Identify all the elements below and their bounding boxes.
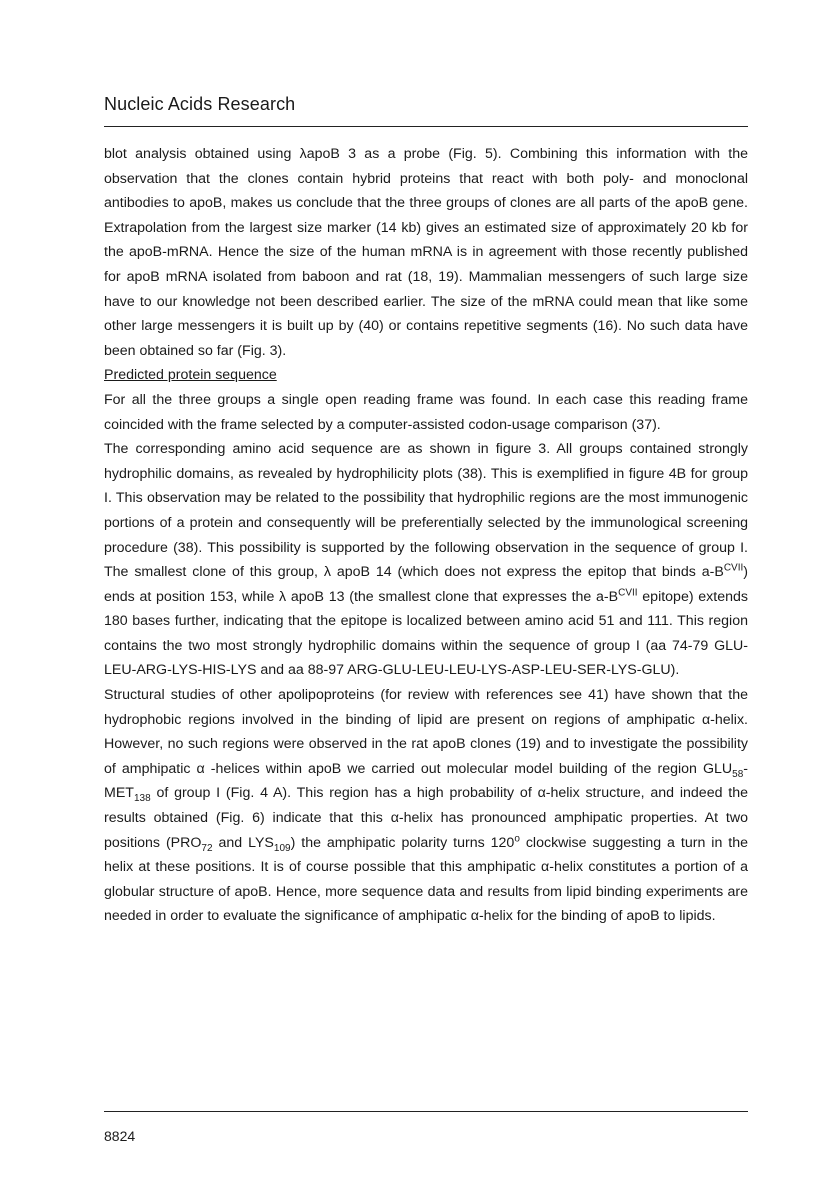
text-segment: ) ends at position 153, while λ apoB 13 (the smallest clone that expresses the a-B [104,564,748,605]
superscript: CVII [618,586,638,598]
paragraph-reading-frame: For all the three groups a single open reading frame was found. In each case this reading frame coincided with the frame selected by a computer-assisted codon-usage comparison (37). [104,391,748,433]
page-number: 8824 [104,1128,136,1144]
text-segment: of group I (Fig. 4 A). This region has a high probability of α-helix structure, and indeed the results obtained (Fig. 6) indicate that this α-helix has pronounced amphipatic properties. At two positions (PRO [104,785,748,851]
paragraph-amphipatic-helix [104,683,748,929]
section-heading: Predicted protein sequence [104,367,277,384]
text-segment: epitope) extends 180 bases further, indicating that the epitope is localized between amino acid 51 and 111. This region contains the two most strongly hydrophilic domains within the sequence of group I (aa 74-79 GLU-LEU-ARG-LYS-HIS-LYS and aa 88-97 ARG-GLU-LEU-LEU-LYS-ASP-LEU-SER-LYS-GLU). [104,588,748,679]
superscript: CVII [723,562,744,574]
subscript: 58 [732,768,744,780]
text-segment: ) the amphipatic polarity turns 120 [290,834,515,851]
subscript: 138 [133,793,151,805]
subscript: 109 [273,842,291,854]
header-rule [104,126,748,127]
subscript: 72 [201,842,213,854]
journal-title: Nucleic Acids Research [104,94,296,114]
superscript: o [514,832,520,844]
text-segment: -MET [104,760,748,802]
text-segment: clockwise suggesting a turn in the helix at these positions. It is of course possible that this amphipatic α-helix constitutes a portion of a globular structure of apoB. Hence, more sequence data and results from lipid binding experiments are needed in order to evaluate the significance of amphipatic α-helix for the binding of apoB to lipids. [104,834,749,925]
footer-rule [104,1111,748,1112]
article-body [104,142,748,929]
paragraph-hydrophilic-domains [104,437,748,683]
paragraph-mrna-size: blot analysis obtained using λapoB 3 as a probe (Fig. 5). Combining this information with the observation that the clones contain hybrid proteins that react with both poly- and monoclonal antibodies to apoB, makes us conclude that the three groups of clones are all parts of the apoB gene. Extrapolation from the largest size marker (14 kb) gives an estimated size of approximately 20 kb for the apoB-mRNA. Hence the size of the human mRNA is in agreement with those recently published for apoB mRNA isolated from baboon and rat (18, 19). Mammalian messengers of such large size have to our knowledge not been described earlier. The size of the mRNA could mean that like some other large messengers it is built up by (40) or contains repetitive segments (16). No such data have been obtained so far (Fig. 3). [104,146,748,359]
text-segment: Structural studies of other apolipoproteins (for review with references see 41) have shown that the hydrophobic regions involved in the binding of lipid are present on regions of amphipatic α-helix. However, no such regions were observed in the rat apoB clones (19) and to investigate the possibility of amphipatic α -helices within apoB we carried out molecular model building of the region GLU [104,687,748,777]
text-segment: and LYS [212,834,274,851]
text-segment: The corresponding amino acid sequence are as shown in figure 3. All groups contained strongly hydrophilic domains, as revealed by hydrophilicity plots (38). This is exemplified in figure 4B for group I. This observation may be related to the possibility that hydrophilic regions are the most immunogenic portions of a protein and consequently will be preferentially selected by the immunological screening procedure (38). This possibility is supported by the following observation in the sequence of group I. The smallest clone of this group, λ apoB 14 (which does not express the epitop that binds a-B [104,441,748,581]
